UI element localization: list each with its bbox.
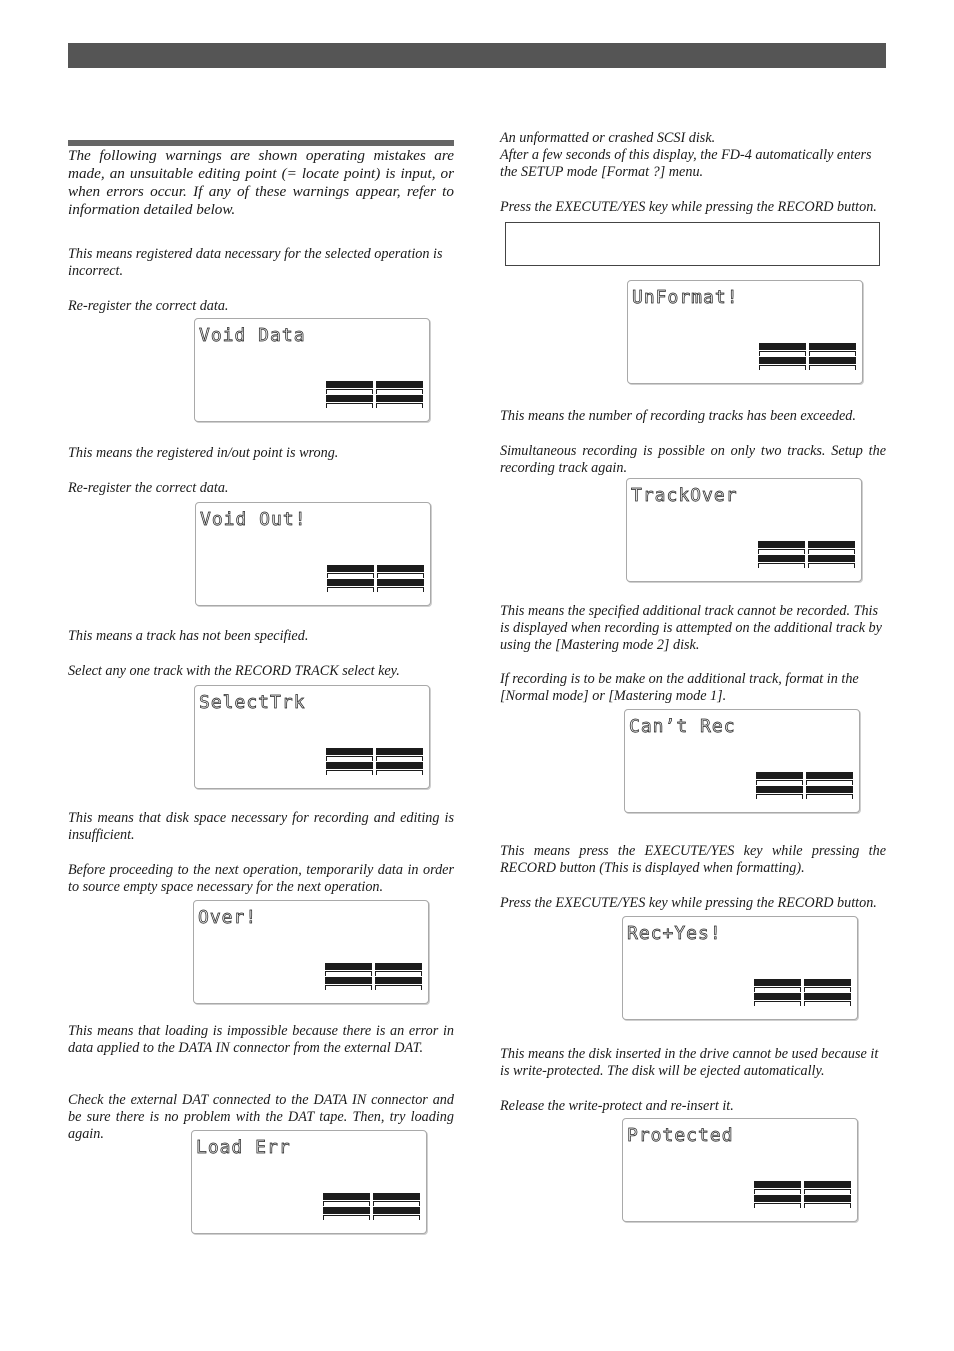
header-bar	[68, 43, 886, 68]
lcd-display	[194, 318, 430, 422]
warning-remedy: Press the EXECUTE/YES key while pressing the RECORD button.	[500, 895, 877, 911]
meter-segment	[804, 979, 851, 992]
meter-segment	[323, 1193, 370, 1206]
meter-segment	[373, 1207, 420, 1220]
meter-segment	[754, 979, 801, 992]
warning-detail: After a few seconds of this display, the FD-4 automatically enters the SETUP mode [Format ?] menu.	[500, 147, 872, 180]
meter-segment	[754, 993, 801, 1006]
lcd-display	[622, 916, 858, 1020]
level-meter	[754, 1181, 852, 1209]
meter-segment	[327, 565, 374, 578]
intro-text: The following warnings are shown operating mistakes are made, an unsuitable editing point (= locate point) is input, or when errors occur. If any of these warnings appear, refer to information detailed below.	[68, 147, 454, 218]
warning-meaning: An unformatted or crashed SCSI disk.	[500, 130, 716, 146]
lcd-message: TrackOver	[631, 485, 738, 506]
meter-segment	[327, 579, 374, 592]
meter-segment	[758, 541, 805, 554]
meter-segment	[326, 762, 373, 775]
level-meter	[758, 541, 856, 569]
warning-remedy: Release the write-protect and re-insert it.	[500, 1098, 734, 1114]
warning-remedy: Re-register the correct data.	[68, 480, 229, 496]
level-meter	[327, 565, 425, 593]
meter-segment	[376, 381, 423, 394]
meter-segment	[376, 748, 423, 761]
meter-segment	[759, 343, 806, 356]
meter-segment	[376, 395, 423, 408]
lcd-message: UnFormat!	[632, 287, 739, 308]
warning-meaning: This means the number of recording tracks has been exceeded.	[500, 408, 856, 424]
level-meter	[326, 381, 424, 409]
warning-remedy: Re-register the correct data.	[68, 298, 229, 314]
meter-segment	[756, 786, 803, 799]
lcd-display	[622, 1118, 858, 1222]
warning-meaning: This means that disk space necessary for recording and editing is insufficient.	[68, 810, 454, 843]
warning-meaning: This means the specified additional track cannot be recorded. This is displayed when recording is attempted on the additional track by using the [Mastering mode 2] disk.	[500, 603, 882, 653]
lcd-display	[624, 709, 860, 813]
warning-meaning: This means the disk inserted in the drive cannot be used because it is write-protected. The disk will be ejected automatically.	[500, 1046, 879, 1079]
meter-segment	[376, 762, 423, 775]
meter-segment	[806, 772, 853, 785]
section-rule	[68, 140, 454, 146]
lcd-message: SelectTrk	[199, 692, 306, 713]
lcd-display	[195, 502, 431, 606]
lcd-display	[191, 1130, 427, 1234]
meter-segment	[809, 343, 856, 356]
meter-segment	[809, 357, 856, 370]
warning-meaning: This means that loading is impossible because there is an error in data applied to the DATA IN connector from the external DAT.	[68, 1023, 454, 1056]
warning-remedy: If recording is to be make on the additional track, format in the [Normal mode] or [Mastering mode 1].	[500, 671, 859, 704]
meter-segment	[325, 977, 372, 990]
meter-segment	[808, 541, 855, 554]
lcd-display	[627, 280, 863, 384]
warning-remedy: Press the EXECUTE/YES key while pressing the RECORD button.	[500, 199, 877, 215]
level-meter	[759, 343, 857, 371]
warning-meaning: This means press the EXECUTE/YES key while pressing the RECORD button (This is displayed when formatting).	[500, 843, 886, 876]
warning-remedy: Simultaneous recording is possible on only two tracks. Setup the recording track again.	[500, 443, 886, 476]
warning-remedy: Select any one track with the RECORD TRACK select key.	[68, 663, 400, 679]
lcd-message: Void Out!	[200, 509, 307, 530]
note-box	[505, 222, 880, 266]
meter-segment	[804, 1181, 851, 1194]
warning-meaning: This means the registered in/out point is wrong.	[68, 445, 339, 461]
lcd-message: Rec+Yes!	[627, 923, 722, 944]
meter-segment	[323, 1207, 370, 1220]
lcd-message: Over!	[198, 907, 258, 928]
meter-segment	[326, 381, 373, 394]
lcd-message: Can’t Rec	[629, 716, 736, 737]
meter-segment	[758, 555, 805, 568]
level-meter	[754, 979, 852, 1007]
meter-segment	[375, 977, 422, 990]
meter-segment	[375, 963, 422, 976]
meter-segment	[806, 786, 853, 799]
meter-segment	[756, 772, 803, 785]
lcd-display	[626, 478, 862, 582]
meter-segment	[808, 555, 855, 568]
level-meter	[326, 748, 424, 776]
meter-segment	[754, 1195, 801, 1208]
lcd-display	[193, 900, 429, 1004]
warning-meaning: This means registered data necessary for the selected operation is incorrect.	[68, 246, 443, 279]
lcd-display	[194, 685, 430, 789]
warning-remedy: Before proceeding to the next operation, temporarily data in order to source empty space necessary for the next operation.	[68, 862, 454, 895]
meter-segment	[325, 963, 372, 976]
level-meter	[323, 1193, 421, 1221]
meter-segment	[754, 1181, 801, 1194]
level-meter	[325, 963, 423, 991]
meter-segment	[326, 395, 373, 408]
meter-segment	[804, 993, 851, 1006]
meter-segment	[804, 1195, 851, 1208]
level-meter	[756, 772, 854, 800]
lcd-message: Load Err	[196, 1137, 291, 1158]
lcd-message: Protected	[627, 1125, 734, 1146]
meter-segment	[377, 579, 424, 592]
meter-segment	[377, 565, 424, 578]
meter-segment	[373, 1193, 420, 1206]
warning-remedy: Check the external DAT connected to the DATA IN connector and be sure there is no problem with the DAT tape. Then, try loading again.	[68, 1092, 454, 1142]
meter-segment	[759, 357, 806, 370]
warning-meaning: This means a track has not been specified.	[68, 628, 309, 644]
meter-segment	[326, 748, 373, 761]
lcd-message: Void Data	[199, 325, 306, 346]
